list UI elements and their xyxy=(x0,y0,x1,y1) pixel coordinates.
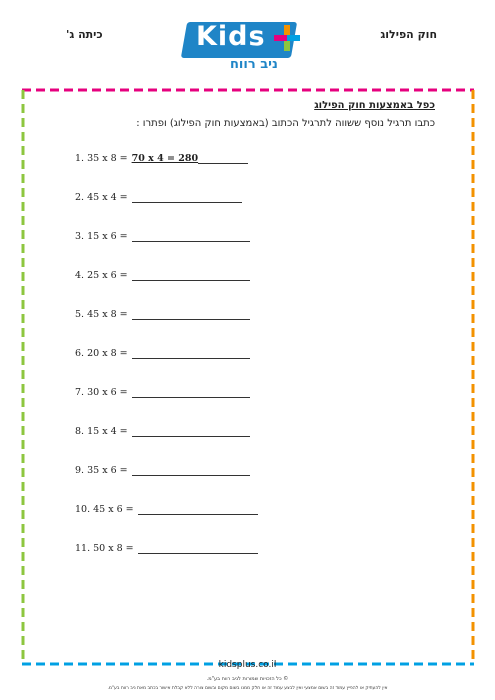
footer-copyright: © כל הזכויות שמורות לניב רווח בע"מ. xyxy=(206,676,289,682)
answer-line[interactable] xyxy=(132,230,250,242)
answer-line xyxy=(198,152,248,164)
answer-line[interactable] xyxy=(132,386,250,398)
exercise-row xyxy=(75,425,250,437)
exercise-problem: 9. 35 x 6 = xyxy=(75,465,128,476)
footer-legal: אין להעתיק או להפיץ עמוד זה בשום אמצעי ואין לבצע עמוד זה או חלק ממנו בשום מקום ובשום צורה ללא קבלת אישור בכתב מאת ניב רווח בע"מ. xyxy=(107,686,388,691)
exercise-row xyxy=(75,386,250,398)
exercise-problem: 8. 15 x 4 = xyxy=(75,426,128,437)
exercise-row xyxy=(75,269,250,281)
exercise-answer: 70 x 4 = 280 xyxy=(131,153,199,164)
answer-line[interactable] xyxy=(132,347,250,359)
logo-brand-text: Kids xyxy=(196,21,266,52)
answer-line[interactable] xyxy=(132,308,250,320)
exercise-problem: 2. 45 x 4 = xyxy=(75,192,128,203)
exercise-row xyxy=(75,152,248,164)
worksheet-instructions: כתבו תרגיל נוסף ששווה לתרגיל הכתוב (באמצעות חוק הפילוג) ופתרו : xyxy=(136,118,435,129)
exercise-problem: 7. 30 x 6 = xyxy=(75,387,128,398)
exercise-problem: 4. 25 x 6 = xyxy=(75,270,128,281)
answer-line[interactable] xyxy=(132,464,250,476)
footer-site: kidsplus.co.il xyxy=(218,660,277,670)
grade-label: כיתה ג' xyxy=(66,28,103,41)
exercise-row xyxy=(75,230,250,242)
exercise-row xyxy=(75,542,258,554)
exercise-row xyxy=(75,308,250,320)
answer-line[interactable] xyxy=(132,269,250,281)
exercise-row xyxy=(75,347,250,359)
exercise-problem: 1. 35 x 8 = xyxy=(75,153,128,164)
dashed-border xyxy=(20,88,476,666)
exercise-row xyxy=(75,503,258,515)
exercise-problem: 6. 20 x 8 = xyxy=(75,348,128,359)
exercise-problem: 3. 15 x 6 = xyxy=(75,231,128,242)
answer-line[interactable] xyxy=(138,503,258,515)
worksheet-frame xyxy=(20,88,476,666)
exercise-row xyxy=(75,464,250,476)
kids-logo xyxy=(184,16,308,74)
logo-subtitle: ניב רווח xyxy=(230,57,278,72)
answer-line[interactable] xyxy=(138,542,258,554)
answer-line[interactable] xyxy=(132,191,242,203)
plus-icon xyxy=(274,25,300,51)
exercise-row xyxy=(75,191,242,203)
worksheet-title: כפל באמצעות חוק הפילוג xyxy=(314,100,435,111)
exercise-problem: 10. 45 x 6 = xyxy=(75,504,134,515)
worksheet-topic: חוק הפילוג xyxy=(380,28,437,41)
exercise-problem: 11. 50 x 8 = xyxy=(75,543,134,554)
answer-line[interactable] xyxy=(132,425,250,437)
exercise-problem: 5. 45 x 8 = xyxy=(75,309,128,320)
